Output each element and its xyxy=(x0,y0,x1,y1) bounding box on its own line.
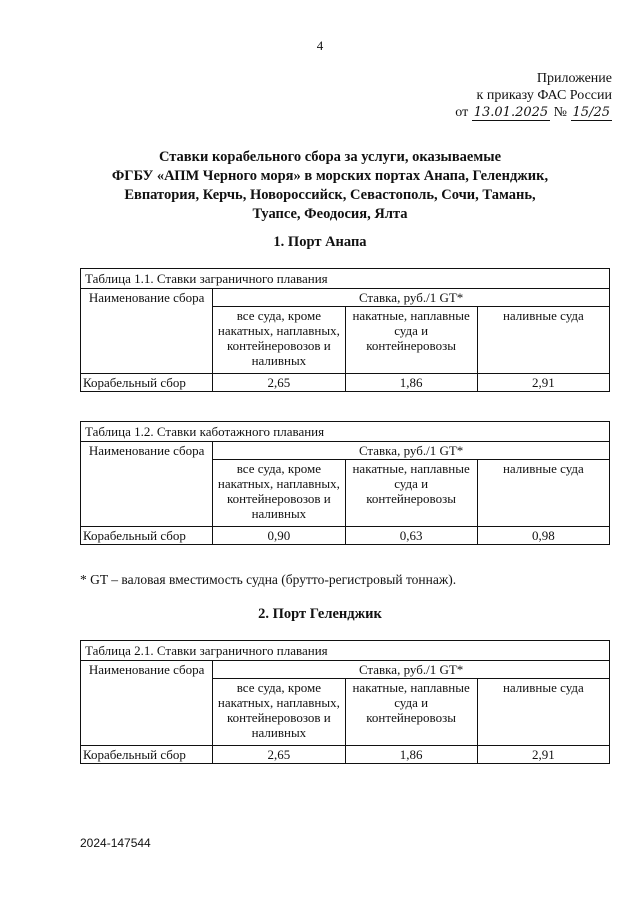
table-caption: Таблица 1.2. Ставки каботажного плавания xyxy=(81,422,610,442)
rate-table-2-1 xyxy=(80,640,610,764)
value-all-vessels: 2,65 xyxy=(213,374,345,392)
name-header: Наименование сбора xyxy=(81,442,213,527)
rate-header: Ставка, руб./1 GT* xyxy=(213,661,610,679)
column-header-roro-containers: накатные, наплавные суда и контейнеровозы xyxy=(345,460,477,527)
handwritten-number: 15/25 xyxy=(572,105,610,120)
appendix-date-line xyxy=(455,104,612,121)
appendix-label: Приложение xyxy=(536,71,612,86)
value-roro-containers: 1,86 xyxy=(345,746,477,764)
row-label: Корабельный сбор xyxy=(81,746,213,764)
column-header-tankers: наливные суда xyxy=(477,679,609,746)
column-header-roro-containers: накатные, наплавные суда и контейнеровозы xyxy=(345,679,477,746)
table-caption: Таблица 1.1. Ставки заграничного плавания xyxy=(81,269,610,289)
row-label: Корабельный сбор xyxy=(81,527,213,545)
value-tankers: 2,91 xyxy=(477,746,609,764)
appendix-block xyxy=(455,70,612,121)
value-tankers: 0,98 xyxy=(477,527,609,545)
title-line-4: Туапсе, Феодосия, Ялта xyxy=(252,206,408,222)
table-caption: Таблица 2.1. Ставки заграничного плавания xyxy=(81,641,610,661)
rate-table-1-1 xyxy=(80,268,610,392)
title-line-2: ФГБУ «АПМ Черного моря» в морских портах Анапа, Геленджик, xyxy=(111,168,549,184)
row-label: Корабельный сбор xyxy=(81,374,213,392)
rate-header: Ставка, руб./1 GT* xyxy=(213,289,610,307)
value-all-vessels: 2,65 xyxy=(213,746,345,764)
value-all-vessels: 0,90 xyxy=(213,527,345,545)
column-header-roro-containers: накатные, наплавные суда и контейнеровозы xyxy=(345,307,477,374)
document-title xyxy=(40,148,620,224)
column-header-tankers: наливные суда xyxy=(477,307,609,374)
rate-table-1-2 xyxy=(80,421,610,545)
name-header: Наименование сбора xyxy=(81,289,213,374)
handwritten-date: 13.01.2025 xyxy=(473,105,549,120)
value-roro-containers: 1,86 xyxy=(345,374,477,392)
footnote: * GT – валовая вместимость судна (брутто-регистровый тоннаж). xyxy=(80,572,457,587)
page-number: 4 xyxy=(316,38,324,53)
date-prefix: от xyxy=(455,105,469,120)
section-title-gelendzhik: 2. Порт Геленджик xyxy=(258,606,382,622)
column-header-all-vessels: все суда, кроме накатных, наплавных, контейнеровозов и наливных xyxy=(213,460,345,527)
title-line-1: Ставки корабельного сбора за услуги, оказываемые xyxy=(158,149,502,165)
name-header: Наименование сбора xyxy=(81,661,213,746)
number-sign: № xyxy=(553,105,568,120)
value-tankers: 2,91 xyxy=(477,374,609,392)
value-roro-containers: 0,63 xyxy=(345,527,477,545)
column-header-all-vessels: все суда, кроме накатных, наплавных, контейнеровозов и наливных xyxy=(213,307,345,374)
column-header-tankers: наливные суда xyxy=(477,460,609,527)
rate-header: Ставка, руб./1 GT* xyxy=(213,442,610,460)
title-line-3: Евпатория, Керчь, Новороссийск, Севастополь, Сочи, Тамань, xyxy=(124,187,536,203)
column-header-all-vessels: все суда, кроме накатных, наплавных, контейнеровозов и наливных xyxy=(213,679,345,746)
appendix-order-ref: к приказу ФАС России xyxy=(476,88,612,103)
section-title-anapa: 1. Порт Анапа xyxy=(273,234,367,250)
document-id: 2024-147544 xyxy=(80,836,151,850)
